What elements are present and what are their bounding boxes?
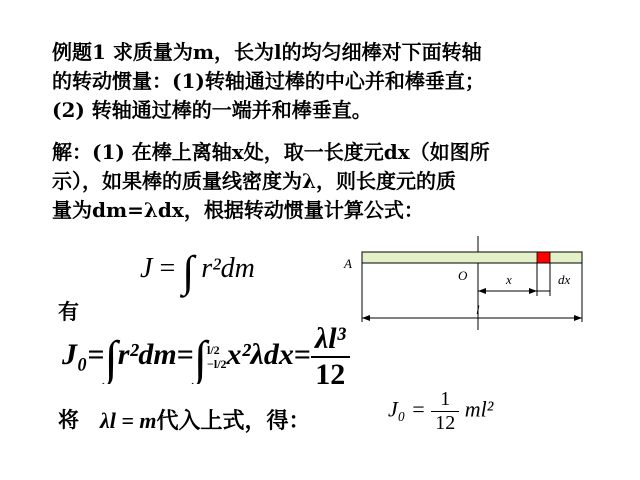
- formula2-integrand: r²dm: [117, 337, 177, 371]
- label-jiang: 将: [58, 407, 79, 432]
- label-a: A: [344, 256, 352, 271]
- solution-line-1: 解：(1) 在棒上离轴x处，取一长度元dx（如图所: [52, 140, 490, 164]
- fraction-numerator: λl³: [311, 322, 350, 358]
- problem-line-2: 的转动惯量：(1)转轴通过棒的中心并和棒垂直；: [52, 69, 485, 93]
- integral-derivation: J₀=∫r²dm=∫ l/2 −l/2 x²λdx= $\frac{\text{λl³}}{12}$: [62, 322, 362, 384]
- formula2-integral2: x²λdx: [226, 337, 294, 371]
- final-denominator: 12: [435, 412, 456, 434]
- problem-statement: [52, 38, 485, 125]
- integral-sign: ∫: [193, 331, 208, 384]
- final-result: [388, 388, 493, 435]
- arrow-head: [362, 315, 370, 321]
- arrow-head: [574, 315, 582, 321]
- substitute-text: 代入上式，得：: [156, 409, 311, 434]
- integral-sign: ∫: [182, 247, 195, 296]
- problem-line-3: (2) 转轴通过棒的一端并和棒垂直。: [52, 98, 372, 122]
- equals-sign: =: [159, 253, 176, 284]
- solution-text: [52, 138, 490, 225]
- formula1-integrand: r²dm: [201, 253, 255, 284]
- moment-of-inertia-formula: [140, 246, 255, 297]
- solution-line-3: 量为dm=λdx，根据转动惯量计算公式：: [52, 198, 424, 222]
- label-x: x: [506, 272, 512, 287]
- substitute-expr: λl = m: [100, 408, 157, 433]
- arrow-head: [529, 288, 537, 294]
- arrow-head: [478, 288, 486, 294]
- label-o: O: [458, 268, 468, 283]
- final-rhs: ml²: [464, 396, 494, 422]
- mass-element: [537, 252, 550, 263]
- final-numerator: 1: [431, 388, 459, 412]
- fraction-denominator: 12: [315, 358, 346, 384]
- rod-diagram: [330, 232, 594, 332]
- label-dx: dx: [558, 272, 571, 287]
- formula1-lhs: J: [140, 253, 153, 284]
- problem-line-1: 例题1 求质量为m，长为l的均匀细棒对下面转轴: [52, 40, 482, 64]
- formula2-lhs: J₀: [62, 337, 88, 371]
- label-l: l: [476, 302, 480, 317]
- integral-sign: ∫: [104, 331, 118, 384]
- label-you: 有: [58, 299, 79, 324]
- final-fraction: [431, 388, 459, 435]
- upper-limit: l/2: [207, 343, 220, 357]
- solution-line-2: 示），如果棒的质量线密度为λ，则长度元的质: [52, 169, 457, 193]
- final-lhs: J₀ =: [388, 396, 426, 422]
- substitution-line: [100, 404, 311, 435]
- lower-limit: −l/2: [207, 357, 227, 371]
- integral-limits: [207, 343, 227, 371]
